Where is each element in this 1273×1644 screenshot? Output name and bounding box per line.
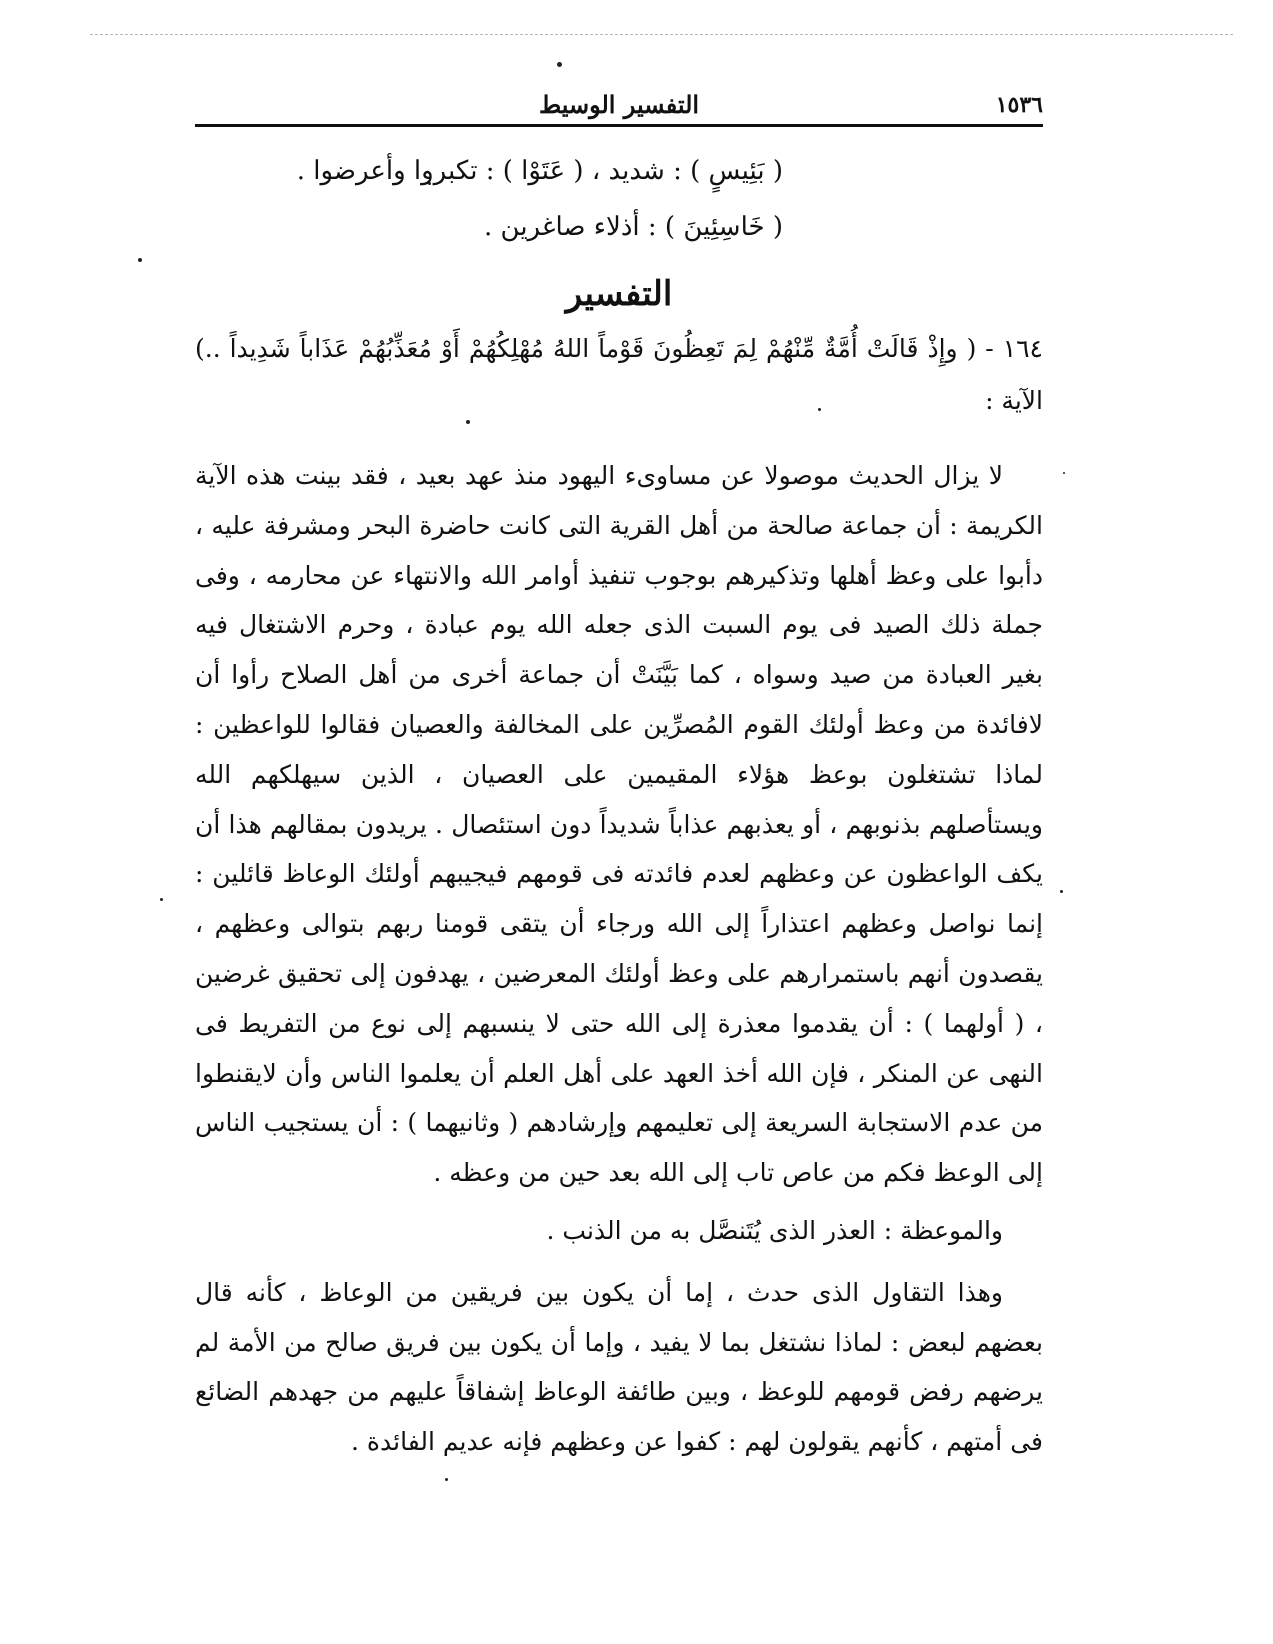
running-title: التفسير الوسيط: [538, 90, 700, 119]
glossary-line: ( خَاسِئِينَ ) : أذلاء صاغرين .: [484, 212, 783, 242]
section-heading: التفسير: [565, 274, 673, 314]
header-rule: [195, 124, 1043, 127]
book-page: [195, 88, 1043, 1467]
paragraph: لا يزال الحديث موصولا عن مساوىء اليهود منذ عهد بعيد ، فقد بينت هذه الآية الكريمة : أن جماعة صالحة من أهل القرية التى كانت حاضرة البحر ومشرفة عليه ، دأبوا على وعظ أهلها وتذكيرهم بوجوب تنفيذ أوامر الله والانتهاء عن محارمه ، وفى جملة ذلك الصيد فى يوم السبت الذى جعله الله يوم عبادة ، وحرم الاشتغال فيه بغير العبادة من صيد وسواه ، كما بَيَّنَتْ أن جماعة أخرى من أهل الصلاح رأوا أن لافائدة من وعظ أولئك القوم المُصرِّين على المخالفة والعصيان فقالوا للواعظين : لماذا تشتغلون بوعظ هؤلاء المقيمين على العصيان ، الذين سيهلكهم الله ويستأصلهم بذنوبهم ، أو يعذبهم عذاباً شديداً دون استئصال . يريدون بمقالهم هذا أن يكف الواعظون عن وعظهم لعدم فائدته فى قومهم فيجيبهم أولئك الوعاظ قائلين : إنما نواصل وعظهم اعتذاراً إلى الله ورجاء أن يتقى قومنا ربهم بتوالى وعظهم ، يقصدون أنهم باستمرارهم على وعظ أولئك المعرضين ، يهدفون إلى تحقيق غرضين ، ( أولهما ) : أن يقدموا معذرة إلى الله حتى لا ينسبهم إلى نوع من التفريط فى النهى عن المنكر ، فإن الله أخذ العهد على أهل العلم أن يعلموا الناس وأن لايقنطوا من عدم الاستجابة السريعة إلى تعليمهم وإرشادهم ( وثانيهما ) : أن يستجيب الناس إلى الوعظ فكم من عاص تاب إلى الله بعد حين من وعظه .: [195, 461, 1043, 1188]
glossary-block: [195, 143, 1043, 255]
paragraph: والموعظة : العذر الذى يُتَنصَّل به من الذنب .: [546, 1215, 1003, 1245]
page-header: [195, 88, 1043, 124]
scan-edge-dashes: [90, 34, 1233, 35]
paragraph: وهذا التقاول الذى حدث ، إما أن يكون بين فريقين من الوعاظ ، كأنه قال بعضهم لبعض : لماذا نشتغل بما لا يفيد ، وإما أن يكون بين فريق صالح من الأمة لم يرضهم رفض قومهم للوعظ ، وبين طائفة الوعاظ إشفاقاً عليهم من جهدهم الضائع فى أمتهم ، كأنهم يقولون لهم : كفوا عن وعظهم فإنه عديم الفائدة .: [195, 1277, 1043, 1457]
page-number: ١٥٣٦: [995, 92, 1043, 118]
verse-quote: ١٦٤ - ( وإِذْ قَالَتْ أُمَّةٌ مِّنْهُمْ لِمَ تَعِظُونَ قَوْماً اللهُ مُهْلِكُهُمْ أَوْ مُعَذِّبُهُمْ عَذَاباً شَدِيداً ..) الآية :: [195, 334, 1043, 415]
glossary-line: ( بَئِيسٍ ) : شديد ، ( عَتَوْا ) : تكبروا وأعرضوا .: [296, 156, 783, 186]
